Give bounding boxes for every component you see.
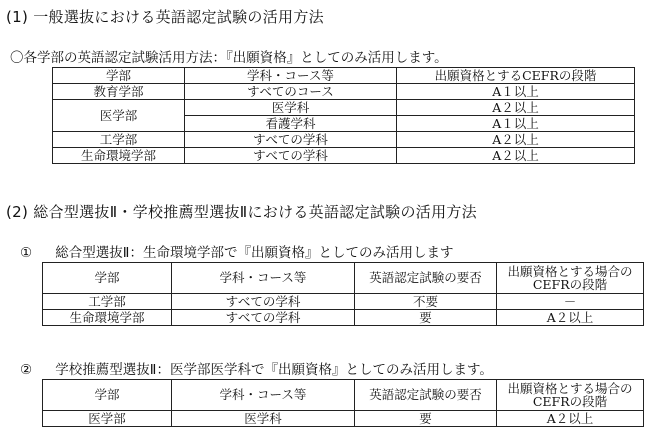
table-row (53, 132, 635, 148)
header-level (497, 380, 644, 411)
table-header-row (43, 380, 644, 411)
header-dept: 学科・コース等 (185, 68, 397, 84)
cell-dept: すべての学科 (185, 148, 397, 164)
cell-level: A１以上 (397, 116, 635, 132)
cell-level: － (497, 294, 644, 310)
header-level-line2: CEFRの段階 (532, 394, 608, 409)
cell-faculty: 工学部 (43, 294, 172, 310)
cell-level: A２以上 (497, 310, 644, 326)
table-row (43, 294, 644, 310)
cell-level: A２以上 (397, 148, 635, 164)
cell-dept: すべての学科 (172, 310, 355, 326)
part2-subheading (20, 358, 493, 378)
cell-faculty: 医学部 (53, 100, 185, 132)
header-dept: 学科・コース等 (172, 263, 355, 294)
header-dept: 学科・コース等 (172, 380, 355, 411)
part2-table (42, 379, 644, 427)
part1-subheading (20, 241, 453, 261)
header-required: 英語認定試験の要否 (355, 263, 497, 294)
cell-faculty: 生命環境学部 (43, 310, 172, 326)
cell-required: 要 (355, 411, 497, 427)
header-level-line2: CEFRの段階 (532, 277, 608, 292)
header-level (497, 263, 644, 294)
header-level-line1: 出願資格とする場合の (507, 263, 633, 279)
section1-table (52, 67, 635, 164)
part1-subheading-text: 総合型選抜Ⅱ：生命環境学部で『出願資格』としてのみ活用します (55, 245, 454, 261)
section2-heading: (2) 総合型選抜Ⅱ・学校推薦型選抜Ⅱにおける英語認定試験の活用方法 (6, 203, 477, 221)
section1-subheading: 〇各学部の英語認定試験活用方法：『出願資格』としてのみ活用します。 (10, 50, 448, 66)
table-row (43, 310, 644, 326)
cell-faculty: 生命環境学部 (53, 148, 185, 164)
table-header-row (53, 68, 635, 84)
cell-level: A２以上 (497, 411, 644, 427)
cell-level: A１以上 (397, 84, 635, 100)
section1-heading: (1) 一般選抜における英語認定試験の活用方法 (6, 8, 324, 26)
cell-required: 不要 (355, 294, 497, 310)
header-level-line1: 出願資格とする場合の (507, 380, 633, 396)
header-level: 出願資格とするCEFRの段階 (397, 68, 635, 84)
part2-subheading-text: 学校推薦型選抜Ⅱ：医学部医学科で『出願資格』としてのみ活用します。 (55, 362, 493, 378)
cell-faculty: 医学部 (43, 411, 172, 427)
header-faculty: 学部 (43, 263, 172, 294)
cell-dept: すべての学科 (185, 132, 397, 148)
header-required: 英語認定試験の要否 (355, 380, 497, 411)
cell-level: A２以上 (397, 100, 635, 116)
header-faculty: 学部 (43, 380, 172, 411)
cell-required: 要 (355, 310, 497, 326)
part2-marker: ② (20, 362, 33, 378)
part1-marker: ① (20, 245, 33, 261)
table-row (53, 100, 635, 116)
table-row (53, 148, 635, 164)
header-faculty: 学部 (53, 68, 185, 84)
cell-dept: 医学科 (172, 411, 355, 427)
cell-dept: 看護学科 (185, 116, 397, 132)
cell-dept: 医学科 (185, 100, 397, 116)
cell-dept: すべてのコース (185, 84, 397, 100)
cell-level: A２以上 (397, 132, 635, 148)
cell-dept: すべての学科 (172, 294, 355, 310)
table-row (43, 411, 644, 427)
table-header-row (43, 263, 644, 294)
cell-faculty: 教育学部 (53, 84, 185, 100)
table-row (53, 84, 635, 100)
part1-table (42, 262, 644, 326)
cell-faculty: 工学部 (53, 132, 185, 148)
